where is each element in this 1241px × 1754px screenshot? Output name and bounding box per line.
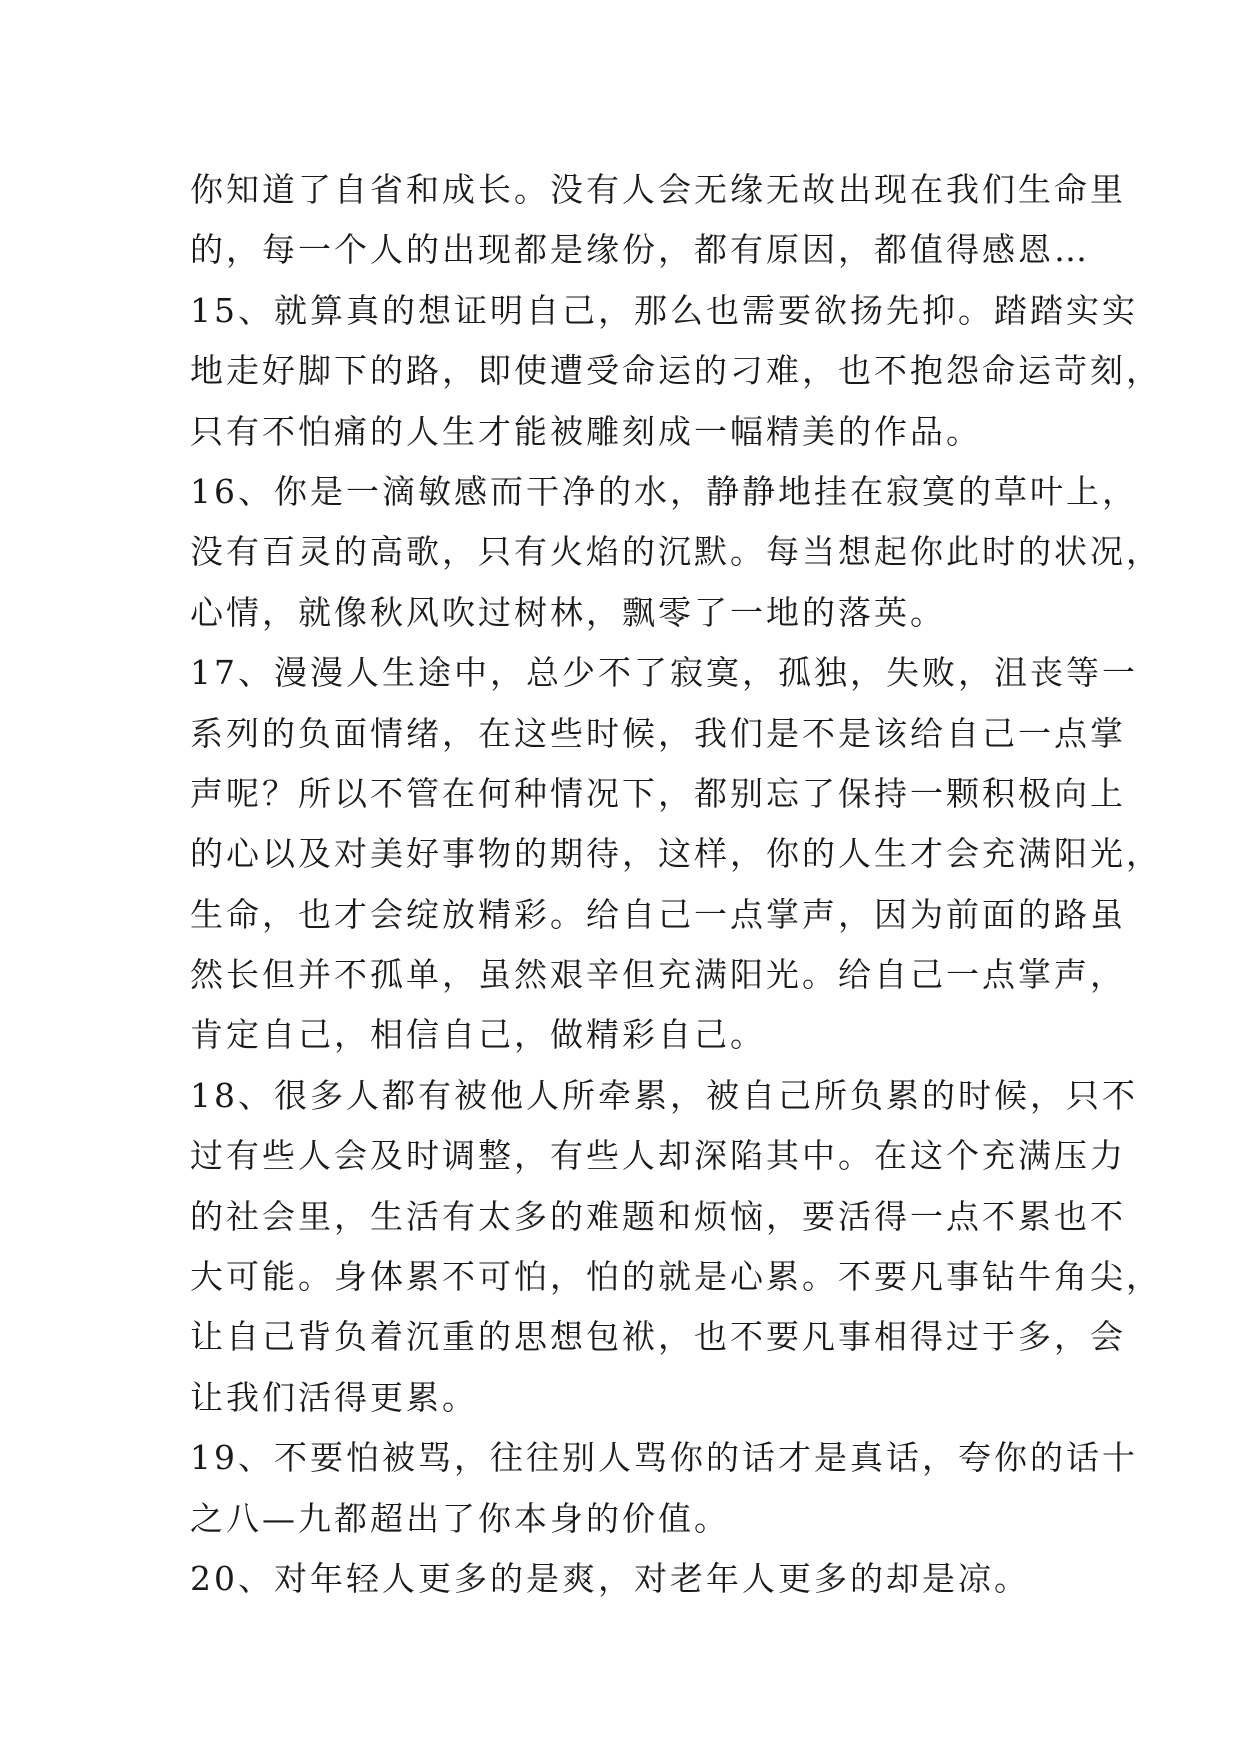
text-line: 16、你是一滴敏感而干净的水，静静地挂在寂寞的草叶上， bbox=[190, 471, 1138, 511]
text-line: 的心以及对美好事物的期待，这样，你的人生才会充满阳光， bbox=[190, 834, 1162, 874]
text-line: 没有百灵的高歌，只有火焰的沉默。每当想起你此时的状况， bbox=[190, 532, 1162, 572]
body-text bbox=[190, 160, 1162, 1609]
text-line: 15、就算真的想证明自己，那么也需要欲扬先抑。踏踏实实 bbox=[190, 290, 1138, 330]
text-line: 你知道了自省和成长。没有人会无缘无故出现在我们生命里 bbox=[190, 170, 1126, 209]
text-line: 18、很多人都有被他人所牵累，被自己所负累的时候，只不 bbox=[190, 1075, 1138, 1115]
text-line: 让我们活得更累。 bbox=[190, 1377, 478, 1417]
text-line: 的社会里，生活有太多的难题和烦恼，要活得一点不累也不 bbox=[190, 1196, 1126, 1236]
text-line: 19、不要怕被骂，往往别人骂你的话才是真话，夸你的话十 bbox=[190, 1438, 1138, 1478]
text-line: 之八—九都超出了你本身的价值。 bbox=[190, 1498, 730, 1538]
text-line: 20、对年轻人更多的是爽，对老年人更多的却是凉。 bbox=[190, 1558, 1030, 1598]
text-line: 生命，也才会绽放精彩。给自己一点掌声，因为前面的路虽 bbox=[190, 894, 1126, 934]
text-line: 声呢？所以不管在何种情况下，都别忘了保持一颗积极向上 bbox=[190, 773, 1126, 813]
text-line: 17、漫漫人生途中，总少不了寂寞，孤独，失败，沮丧等一 bbox=[190, 653, 1138, 693]
text-line: 过有些人会及时调整，有些人却深陷其中。在这个充满压力 bbox=[190, 1136, 1126, 1176]
text-line: 让自己背负着沉重的思想包袱，也不要凡事相得过于多，会 bbox=[190, 1317, 1126, 1357]
text-line: 大可能。身体累不可怕，怕的就是心累。不要凡事钻牛角尖， bbox=[190, 1257, 1162, 1297]
text-line: 然长但并不孤单，虽然艰辛但充满阳光。给自己一点掌声， bbox=[190, 955, 1126, 995]
text-line: 地走好脚下的路，即使遭受命运的刁难，也不抱怨命运苛刻， bbox=[190, 351, 1162, 391]
text-line: 心情，就像秋风吹过树林，飘零了一地的落英。 bbox=[190, 592, 946, 632]
text-line: 的，每一个人的出现都是缘份，都有原因，都值得感恩… bbox=[190, 230, 1090, 270]
text-line: 系列的负面情绪，在这些时候，我们是不是该给自己一点掌 bbox=[190, 713, 1126, 753]
text-line: 只有不怕痛的人生才能被雕刻成一幅精美的作品。 bbox=[190, 411, 982, 451]
text-line: 肯定自己，相信自己，做精彩自己。 bbox=[190, 1015, 766, 1055]
